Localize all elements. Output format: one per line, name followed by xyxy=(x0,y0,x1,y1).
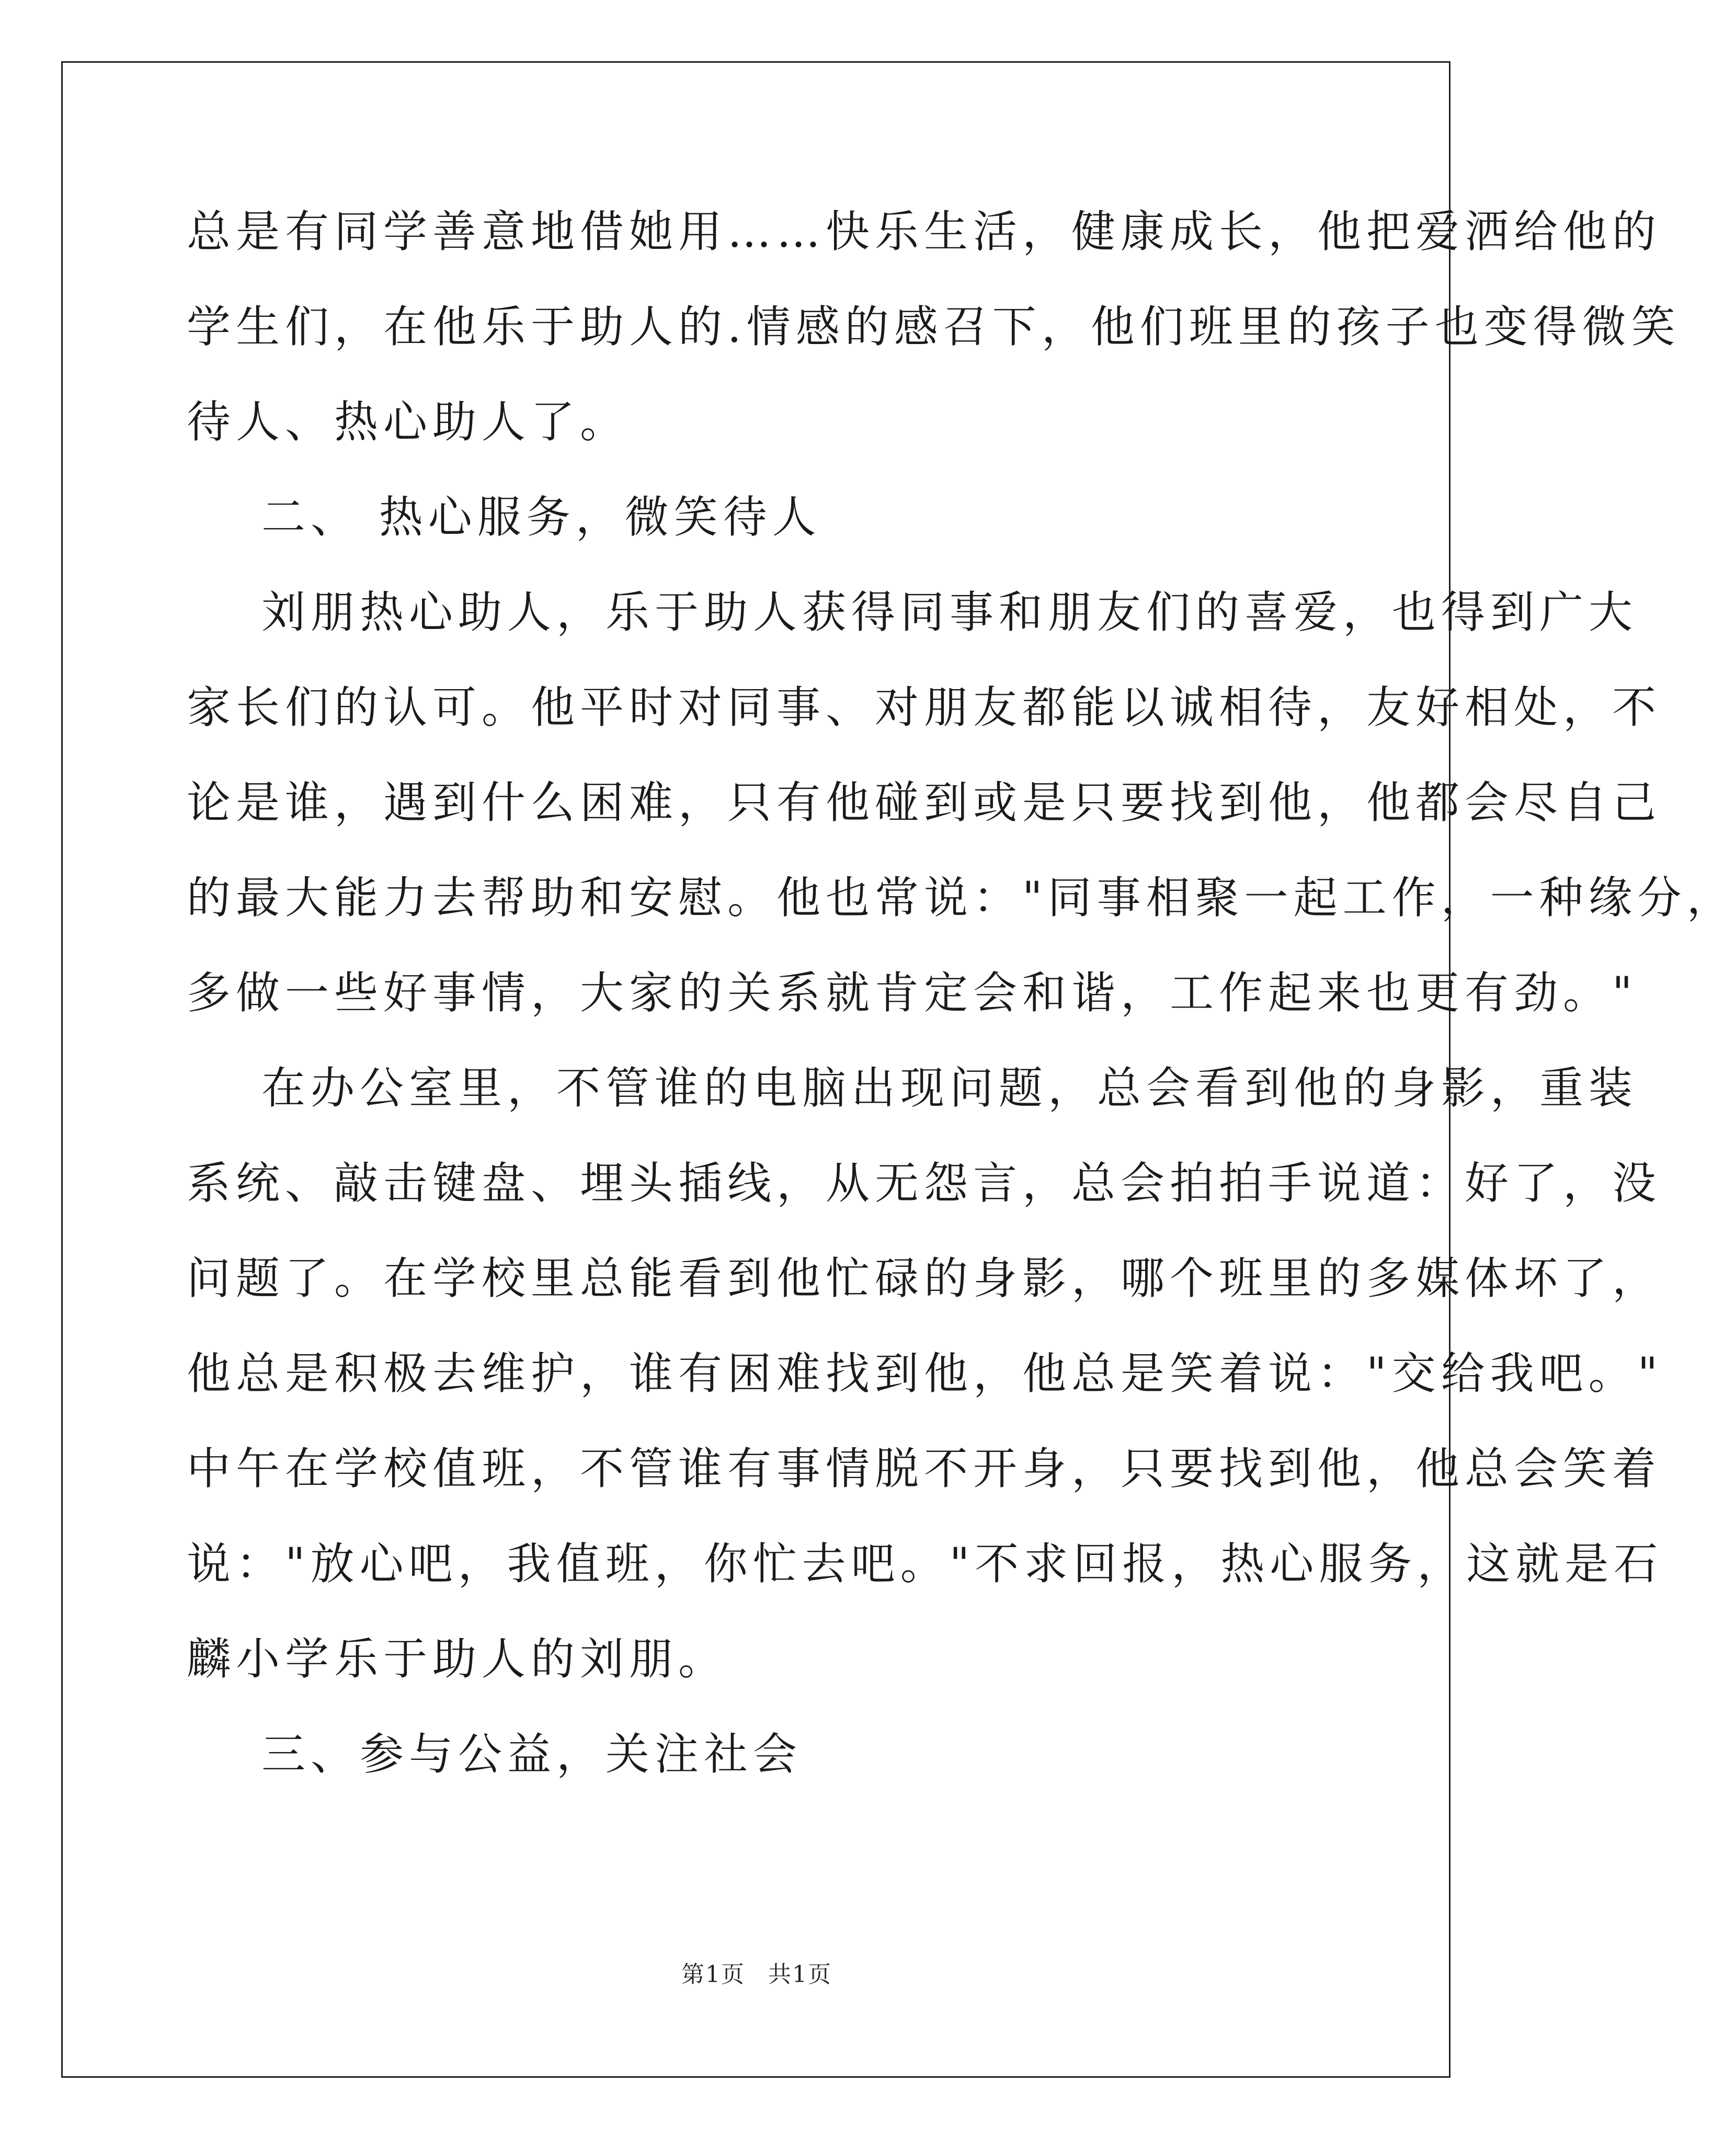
text-lines xyxy=(187,184,1736,1802)
total-pages: 共1页 xyxy=(768,1961,832,1988)
text-line: 家长们的认可。他平时对同事、对朋友都能以诚相待，友好相处，不 xyxy=(187,682,1662,733)
document-body xyxy=(187,184,1736,1802)
text-line: 总是有同学善意地借她用……快乐生活，健康成长，他把爱洒给他的 xyxy=(187,206,1662,257)
text-line: 说："放心吧，我值班，你忙去吧。"不求回报，热心服务，这就是石 xyxy=(187,1538,1663,1589)
page-footer xyxy=(0,1955,1513,1989)
text-line: 论是谁，遇到什么困难，只有他碰到或是只要找到他，他都会尽自己 xyxy=(187,777,1662,828)
text-line: 系统、敲击键盘、埋头插线，从无怨言，总会拍拍手说道：好了，没 xyxy=(187,1158,1662,1209)
text-line: 刘朋热心助人，乐于助人获得同事和朋友们的喜爱，也得到广大 xyxy=(261,587,1638,638)
text-line: 多做一些好事情，大家的关系就肯定会和谐，工作起来也更有劲。" xyxy=(187,967,1638,1018)
text-line: 麟小学乐于助人的刘朋。 xyxy=(187,1633,728,1685)
text-line: 问题了。在学校里总能看到他忙碌的身影，哪个班里的多媒体坏了， xyxy=(187,1253,1662,1304)
text-line: 中午在学校值班，不管谁有事情脱不开身，只要找到他，他总会笑着 xyxy=(187,1443,1662,1494)
text-line: 的最大能力去帮助和安慰。他也常说："同事相聚一起工作，一种缘分， xyxy=(187,872,1736,923)
text-line: 待人、热心助人了。 xyxy=(187,396,630,448)
page-number: 第1页 xyxy=(681,1961,745,1988)
section-heading: 二、 热心服务，微笑待人 xyxy=(261,491,821,543)
section-heading: 三、参与公益，关注社会 xyxy=(261,1729,803,1780)
text-line: 学生们，在他乐于助人的.情感的感召下，他们班里的孩子也变得微笑 xyxy=(187,301,1681,352)
text-line: 他总是积极去维护，谁有困难找到他，他总是笑着说："交给我吧。" xyxy=(187,1348,1663,1399)
text-line: 在办公室里，不管谁的电脑出现问题，总会看到他的身影，重装 xyxy=(261,1062,1638,1114)
